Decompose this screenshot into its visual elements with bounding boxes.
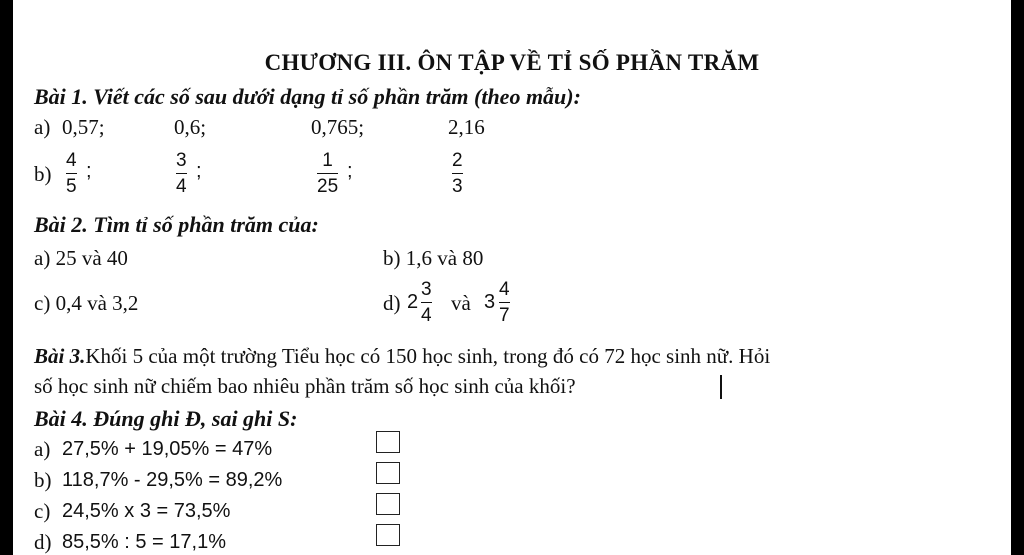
text-cursor xyxy=(720,375,722,399)
denominator: 5 xyxy=(66,176,77,198)
bai4-b-label: b) xyxy=(34,468,52,492)
bai1-a-value-2: 0,6; xyxy=(174,115,207,139)
numerator: 3 xyxy=(421,279,432,300)
answer-box-b[interactable] xyxy=(376,462,400,484)
numerator: 4 xyxy=(499,279,510,300)
bai2-d-whole-2: 3 xyxy=(484,291,496,313)
bai4-d-expr: 85,5% : 5 = 17,1% xyxy=(62,531,227,553)
answer-box-c[interactable] xyxy=(376,493,400,515)
bai2-b: b) 1,6 và 80 xyxy=(383,246,484,270)
bai1-fraction-3 xyxy=(317,150,338,197)
chapter-title: CHƯƠNG III. ÔN TẬP VỀ TỈ SỐ PHẦN TRĂM xyxy=(264,50,760,75)
bai1-heading: Bài 1. Viết các số sau dưới dạng tỉ số phần trăm (theo mẫu): xyxy=(34,84,581,109)
answer-box-d[interactable] xyxy=(376,524,400,546)
bai4-c-label: c) xyxy=(34,499,51,523)
bai2-heading: Bài 2. Tìm tỉ số phần trăm của: xyxy=(34,212,319,237)
denominator: 25 xyxy=(317,176,339,198)
bai2-a: a) 25 và 40 xyxy=(34,246,128,270)
bai1-a-value-3: 0,765; xyxy=(311,115,365,139)
bai3-line1 xyxy=(34,344,770,369)
bai4-heading: Bài 4. Đúng ghi Đ, sai ghi S: xyxy=(34,406,298,431)
left-black-border xyxy=(0,0,13,555)
bai1-fraction-3-sep: ; xyxy=(347,160,353,182)
bai1-a-value-1: 0,57; xyxy=(62,115,105,139)
bai3-label: Bài 3. xyxy=(34,344,86,368)
bai1-a-label: a) xyxy=(34,115,51,139)
numerator: 3 xyxy=(176,150,187,171)
bai2-d-fraction-2 xyxy=(499,279,510,326)
bai4-b-expr: 118,7% - 29,5% = 89,2% xyxy=(62,469,283,491)
bai1-b-label: b) xyxy=(34,162,52,186)
denominator: 4 xyxy=(176,176,187,198)
numerator: 1 xyxy=(322,150,333,171)
bai1-fraction-1 xyxy=(66,150,77,197)
denominator: 3 xyxy=(452,176,463,198)
denominator: 7 xyxy=(499,305,510,327)
bai4-a-label: a) xyxy=(34,437,51,461)
bai1-a-value-4: 2,16 xyxy=(448,115,485,139)
right-black-border xyxy=(1011,0,1024,555)
bai1-fraction-4 xyxy=(452,150,463,197)
bai3-text-1: Khối 5 của một trường Tiểu học có 150 học sinh, trong đó có 72 học sinh nữ. Hỏi xyxy=(85,344,771,368)
bai2-d-and: và xyxy=(451,291,471,315)
bai3-line2: số học sinh nữ chiếm bao nhiêu phần trăm số học sinh của khối? xyxy=(34,374,576,398)
bai4-a-expr: 27,5% + 19,05% = 47% xyxy=(62,438,273,460)
numerator: 2 xyxy=(452,150,463,171)
bai1-fraction-2-sep: ; xyxy=(196,160,202,182)
bai4-c-expr: 24,5% x 3 = 73,5% xyxy=(62,500,231,522)
bai2-d-fraction-1 xyxy=(421,279,432,326)
bai2-c: c) 0,4 và 3,2 xyxy=(34,291,139,315)
denominator: 4 xyxy=(421,305,432,327)
numerator: 4 xyxy=(66,150,77,171)
answer-box-a[interactable] xyxy=(376,431,400,453)
bai1-fraction-2 xyxy=(176,150,187,197)
bai1-fraction-1-sep: ; xyxy=(86,160,92,182)
bai2-d-whole-1: 2 xyxy=(407,291,419,313)
bai4-d-label: d) xyxy=(34,530,52,554)
bai2-d-label: d) xyxy=(383,291,401,315)
